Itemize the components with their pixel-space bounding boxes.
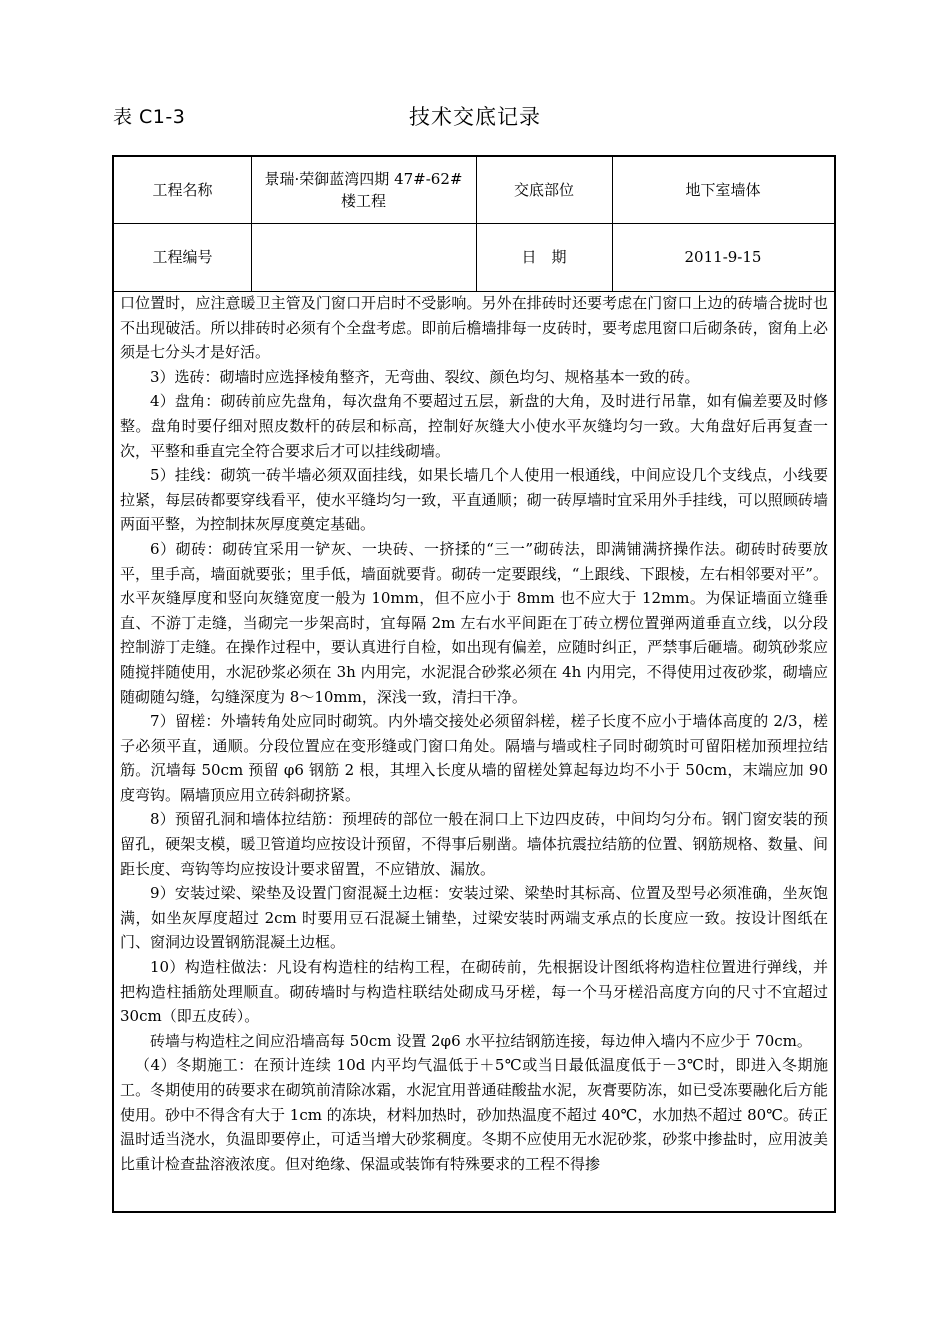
paragraph: 7）留槎：外墙转角处应同时砌筑。内外墙交接处必须留斜槎，槎子长度不应小于墙体高度的 2/3，槎子必须平直，通顺。分段位置应在变形缝或门窗口角处。隔墙与墙或柱子同时砌筑时可留阳槎加预埋拉结筋。沉墙每 50cm 预留 φ6 钢筋 2 根，其埋入长度从墙的留槎处算起每边均不小于 50cm，末端应加 90 度弯钩。隔墙顶应用立砖斜砌挤紧。 xyxy=(120,712,828,804)
paragraph: 10）构造柱做法：凡设有构造柱的结构工程，在砌砖前，先根据设计图纸将构造柱位置进行弹线，并把构造柱插筋处理顺直。砌砖墙时与构造柱联结处砌成马牙槎，每一个马牙槎沿高度方向的尺寸不宜超过 30cm（即五皮砖）。 xyxy=(120,958,828,1026)
info-row-number xyxy=(114,223,834,292)
location-value: 地下室墙体 xyxy=(685,181,761,199)
project-no-value xyxy=(251,223,477,291)
paragraph: 4）盘角：砌砖前应先盘角，每次盘角不要超过五层，新盘的大角，及时进行吊靠，如有偏差要及时修整。盘角时要仔细对照皮数杆的砖层和标高，控制好灰缝大小使水平灰缝均匀一致。大角盘好后再复查一次，平整和垂直完全符合要求后才可以挂线砌墙。 xyxy=(120,392,828,460)
project-name-label: 工程名称 xyxy=(114,157,252,223)
record-sheet xyxy=(112,155,836,1213)
paragraph: 9）安装过梁、梁垫及设置门窗混凝土边框：安装过梁、梁垫时其标高、位置及型号必须准确，坐灰饱满，如坐灰厚度超过 2cm 时要用豆石混凝土铺垫，过梁安装时两端支承点的长度应一致。按设计图纸在门、窗洞边设置钢筋混凝土边框。 xyxy=(120,884,828,952)
info-row-project xyxy=(114,157,834,224)
paragraph: 3）选砖：砌墙时应选择棱角整齐，无弯曲、裂纹、颜色均匀、规格基本一致的砖。 xyxy=(150,367,700,386)
form-code: 表 C1-3 xyxy=(113,106,186,128)
briefing-content xyxy=(120,291,828,1176)
project-no-label: 工程编号 xyxy=(114,223,252,291)
project-name-line2: 楼工程 xyxy=(340,192,386,210)
paragraph: 口位置时，应注意暖卫主管及门窗口开启时不受影响。另外在排砖时还要考虑在门窗口上边的砖墙合拢时也不出现破活。所以排砖时必须有个全盘考虑。即前后檐墙排每一皮砖时，要考虑甩窗口后砌条砖，窗角上必须是七分头才是好活。 xyxy=(120,294,828,362)
project-name-value xyxy=(251,157,477,223)
paragraph: 8）预留孔洞和墙体拉结筋：预埋砖的部位一般在洞口上下边四皮砖，中间均匀分布。钢门窗安装的预留孔，硬架支模，暖卫管道均应按设计预留，不得事后剔凿。墙体抗震拉结筋的位置、钢筋规格、数量、间距长度、弯钩等均应按设计要求留置，不应错放、漏放。 xyxy=(120,810,828,878)
paragraph: 砖墙与构造柱之间应沿墙高每 50cm 设置 2φ6 水平拉结钢筋连接，每边伸入墙内不应少于 70cm。 xyxy=(150,1031,812,1050)
document-title: 技术交底记录 xyxy=(409,105,541,129)
project-name-line1: 景瑞·荣御蓝湾四期 47#-62# xyxy=(264,170,463,188)
paragraph: 6）砌砖：砌砖宜采用一铲灰、一块砖、一挤揉的“三一”砌砖法，即满铺满挤操作法。砌砖时砖要放平，里手高，墙面就要张；里手低，墙面就要背。砌砖一定要跟线，“上跟线、下跟棱，左右相邻要对平”。水平灰缝厚度和竖向灰缝宽度一般为 10mm，但不应小于 8mm 也不应大于 12mm。为保证墙面立缝垂直、不游丁走缝，当砌完一步架高时，宜每隔 2m 左右水平间距在丁砖立楞位置弹两道垂直立线，以分段控制游丁走缝。在操作过程中，要认真进行自检，如出现有偏差，应随时纠正，严禁事后砸墙。砌筑砂浆应随搅拌随使用，水泥砂浆必须在 3h 内用完，水泥混合砂浆必须在 4h 内用完，不得使用过夜砂浆，砌墙应随砌随勾缝，勾缝深度为 8～10mm，深浅一致，清扫干净。 xyxy=(120,539,828,706)
date-label: 日 期 xyxy=(476,223,613,291)
date-value: 2011-9-15 xyxy=(684,248,762,266)
location-label: 交底部位 xyxy=(476,157,613,223)
paragraph: （4）冬期施工：在预计连续 10d 内平均气温低于＋5℃或当日最低温度低于－3℃时，即进入冬期施工。冬期使用的砖要求在砌筑前清除冰霜，水泥宜用普通硅酸盐水泥，灰膏要防冻，如已受冻要融化后方能使用。砂中不得含有大于 1cm 的冻块，材料加热时，砂加热温度不超过 40℃，水加热不超过 80℃。砖正温时适当浇水，负温即要停止，可适当增大砂浆稠度。冬期不应使用无水泥砂浆，砂浆中掺盐时，应用波美比重计检查盐溶液浓度。但对绝缘、保温或装饰有特殊要求的工程不得掺 xyxy=(120,1056,828,1173)
paragraph: 5）挂线：砌筑一砖半墙必须双面挂线，如果长墙几个人使用一根通线，中间应设几个支线点，小线要拉紧，每层砖都要穿线看平，使水平缝均匀一致，平直通顺；砌一砖厚墙时宜采用外手挂线，可以照顾砖墙两面平整，为控制抹灰厚度奠定基础。 xyxy=(120,466,828,534)
